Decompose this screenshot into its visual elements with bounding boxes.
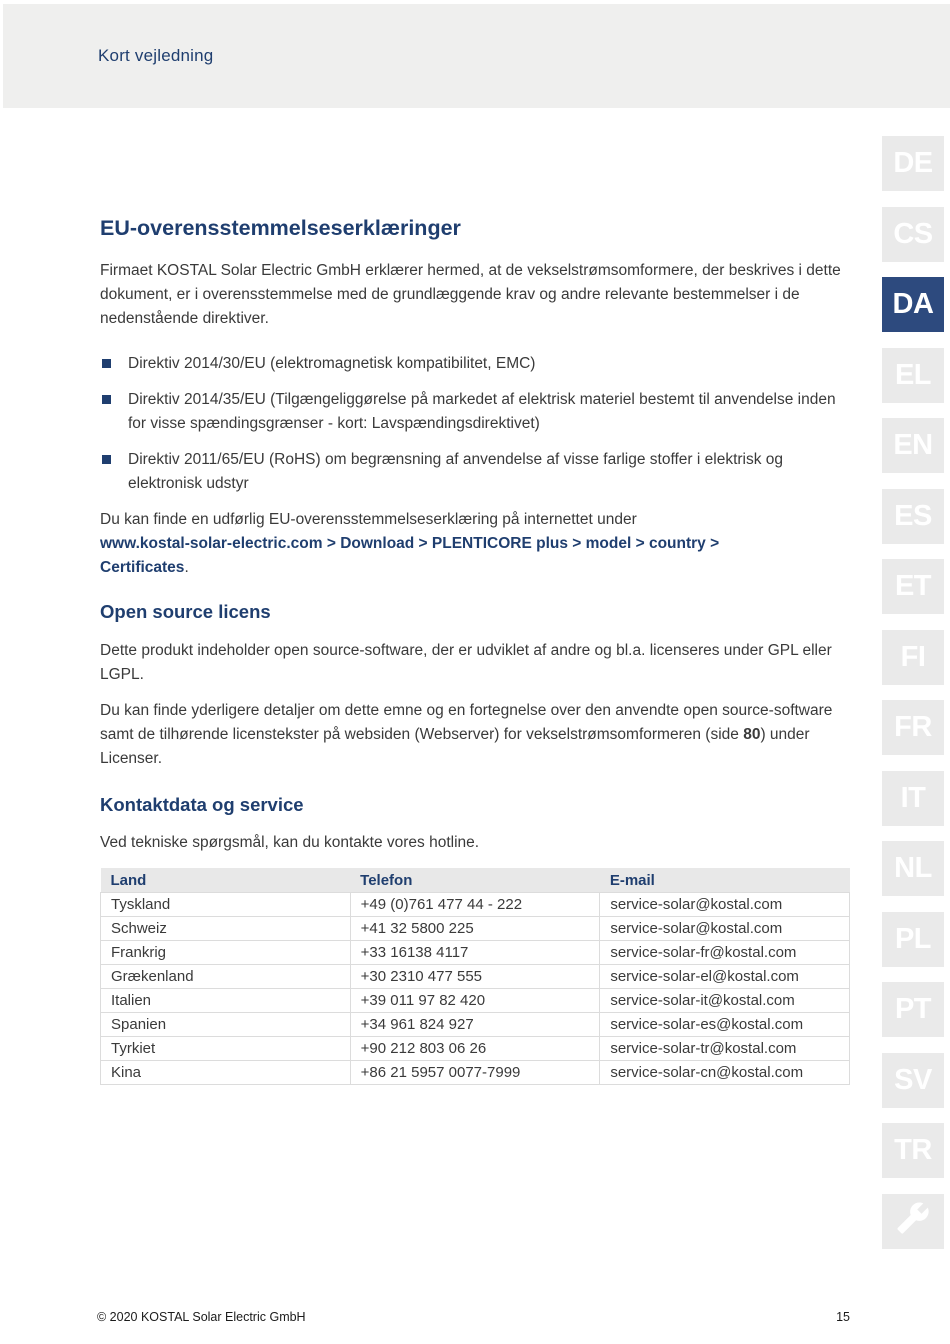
directive-item: Direktiv 2014/30/EU (elektromagnetisk kompatibilitet, EMC) [100, 352, 850, 376]
sidebar-tab-cs[interactable]: CS [882, 207, 944, 262]
sidebar-tab-fi[interactable]: FI [882, 630, 944, 685]
table-cell: +39 011 97 82 420 [350, 989, 600, 1013]
open-source-title: Open source licens [100, 601, 271, 622]
sidebar-tab-el[interactable]: EL [882, 348, 944, 403]
open-source-paragraph-2 [100, 699, 850, 771]
declaration-note: Du kan finde en udførlig EU-overensstemmelseserklæring på internettet under [100, 511, 637, 528]
declaration-link-line2[interactable]: Certificates [100, 559, 185, 576]
table-cell: +90 212 803 06 26 [350, 1037, 600, 1061]
table-cell: Spanien [101, 1013, 351, 1037]
sidebar-tab-service[interactable] [882, 1194, 944, 1249]
table-cell: Tyskland [101, 893, 351, 917]
table-cell: +30 2310 477 555 [350, 965, 600, 989]
page-reference: 80 [743, 726, 761, 743]
table-row [101, 1061, 850, 1085]
contact-intro: Ved tekniske spørgsmål, kan du kontakte vores hotline. [100, 834, 480, 851]
sidebar-tab-pt[interactable]: PT [882, 982, 944, 1037]
table-cell: +33 16138 4117 [350, 941, 600, 965]
wrench-icon [896, 1201, 930, 1243]
directive-item: Direktiv 2014/35/EU (Tilgængeliggørelse på markedet af elektrisk materiel bestemt til anvendelse inden for visse spændingsgrænser - kort: Lavspændingsdirektivet) [100, 388, 850, 436]
intro-paragraph: Firmaet KOSTAL Solar Electric GmbH erklærer hermed, at de vekselstrømsomformere, der beskrives i dette dokument, er i overensstemmelse med de grundlæggende krav og andre relevante bestemmelser i de nedenstående direktiver. [100, 262, 841, 327]
contact-table-header [101, 868, 850, 893]
table-cell: service-solar-fr@kostal.com [600, 941, 850, 965]
table-row [101, 1037, 850, 1061]
table-cell: service-solar-tr@kostal.com [600, 1037, 850, 1061]
sidebar-tab-fr[interactable]: FR [882, 700, 944, 755]
sidebar-tab-es[interactable]: ES [882, 489, 944, 544]
table-cell: +34 961 824 927 [350, 1013, 600, 1037]
sidebar-tab-sv[interactable]: SV [882, 1053, 944, 1108]
declaration-link-line1[interactable]: www.kostal-solar-electric.com > Download > PLENTICORE plus > model > country > [100, 535, 720, 552]
table-row [101, 989, 850, 1013]
table-row [101, 893, 850, 917]
open-source-paragraph-2-text: Du kan finde yderligere detaljer om dette emne og en fortegnelse over den anvendte open source-software samt de tilhørende licenstekster på websiden (Webserver) for vekselstrømsomformeren (side [100, 702, 833, 743]
table-row [101, 941, 850, 965]
sidebar-tab-tr[interactable]: TR [882, 1123, 944, 1178]
sidebar-tab-it[interactable]: IT [882, 771, 944, 826]
table-cell: Kina [101, 1061, 351, 1085]
sidebar-tab-da[interactable]: DA [882, 277, 944, 332]
table-cell: Schweiz [101, 917, 351, 941]
contact-title: Kontaktdata og service [100, 794, 304, 815]
table-row [101, 1013, 850, 1037]
sidebar-tab-et[interactable]: ET [882, 559, 944, 614]
sidebar-tab-en[interactable]: EN [882, 418, 944, 473]
header-band [3, 4, 950, 108]
contact-table [100, 868, 850, 1085]
open-source-paragraph-1: Dette produkt indeholder open source-software, der er udviklet af andre og bl.a. licenseres under GPL eller LGPL. [100, 642, 832, 683]
table-cell: +49 (0)761 477 44 - 222 [350, 893, 600, 917]
table-cell: service-solar-it@kostal.com [600, 989, 850, 1013]
contact-table-column-header: Land [101, 868, 351, 893]
table-cell: Tyrkiet [101, 1037, 351, 1061]
directive-item: Direktiv 2011/65/EU (RoHS) om begrænsning af anvendelse af visse farlige stoffer i elektrisk og elektronisk udstyr [100, 448, 850, 496]
table-cell: +86 21 5957 0077-7999 [350, 1061, 600, 1085]
document-title: Kort vejledning [98, 46, 214, 65]
table-cell: +41 32 5800 225 [350, 917, 600, 941]
sidebar-tab-nl[interactable]: NL [882, 841, 944, 896]
sidebar-tab-de[interactable]: DE [882, 136, 944, 191]
table-cell: Italien [101, 989, 351, 1013]
table-cell: Frankrig [101, 941, 351, 965]
contact-table-header-row [101, 868, 850, 893]
sidebar-tab-pl[interactable]: PL [882, 912, 944, 967]
declaration-suffix: . [184, 559, 189, 576]
table-cell: Grækenland [101, 965, 351, 989]
footer-copyright: © 2020 KOSTAL Solar Electric GmbH [97, 1310, 306, 1324]
contact-table-column-header: Telefon [350, 868, 600, 893]
table-row [101, 917, 850, 941]
table-cell: service-solar@kostal.com [600, 917, 850, 941]
footer-page-number: 15 [836, 1310, 850, 1324]
main-content [100, 110, 850, 1085]
open-source-paragraph-2-tail: ) under Licenser. [100, 726, 810, 767]
contact-table-body [101, 893, 850, 1085]
table-cell: service-solar-el@kostal.com [600, 965, 850, 989]
declaration-paragraph [100, 508, 850, 580]
contact-table-column-header: E-mail [600, 868, 850, 893]
directives-list [100, 352, 850, 496]
table-cell: service-solar-cn@kostal.com [600, 1061, 850, 1085]
table-cell: service-solar-es@kostal.com [600, 1013, 850, 1037]
table-row [101, 965, 850, 989]
page-title: EU-overensstemmelseserklæringer [100, 216, 461, 240]
table-cell: service-solar@kostal.com [600, 893, 850, 917]
